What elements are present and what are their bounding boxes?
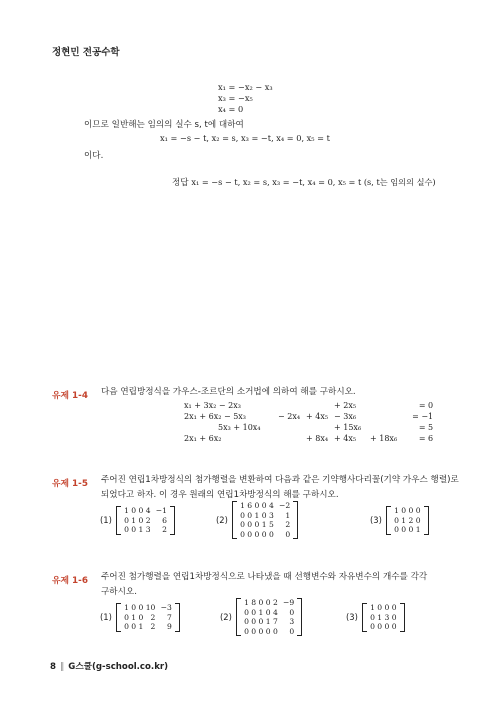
answer-value: x₁ = −s − t, x₂ = s, x₃ = −t, x₄ = 0, x₅ = t (s, t는 임의의 실수) <box>191 177 436 187</box>
solution-eq-3: x₄ = 0 <box>218 104 244 114</box>
matrix-label: (3) <box>346 612 358 623</box>
system-row: 2x₁ + 6x₂ + 8x₄ + 4x₅ + 18x₆ = 6 <box>184 434 434 443</box>
problem-label-1-6: 유제 1-6 <box>52 576 88 586</box>
matrix-1-6-3 <box>346 603 405 632</box>
solution-equations <box>218 82 273 115</box>
matrix-1-5-3 <box>370 506 429 535</box>
problem-label-1-5: 유제 1-5 <box>52 479 88 489</box>
page-number: 8 <box>50 662 56 672</box>
solution-eq-1: x₁ = −x₂ − x₃ <box>218 82 273 92</box>
system-row: 2x₁ + 6x₂ − 5x₃ − 2x₄ + 4x₅ − 3x₆ = −1 <box>184 412 434 421</box>
system-row: x₁ + 3x₂ − 2x₃ + 2x₅ = 0 <box>184 401 434 410</box>
solution-text-1: 이므로 일반해는 임의의 실수 s, t에 대하여 <box>84 120 244 130</box>
matrix-1-5-1 <box>100 506 175 535</box>
matrix-body: 1 0 0 4 −1 0 1 0 2 6 0 0 1 3 2 <box>124 506 167 534</box>
matrix-1-6-2 <box>220 598 302 636</box>
answer-label: 정답 <box>172 178 189 188</box>
problem-text-1-6b: 구하시오. <box>101 587 137 597</box>
matrix-label: (1) <box>100 515 112 526</box>
problem-label-1-4: 유제 1-4 <box>52 391 88 401</box>
page-header-title: 정현민 전공수학 <box>52 47 120 58</box>
solution-text-2: 이다. <box>84 151 104 161</box>
system-row: 5x₃ + 10x₄ + 15x₆ = 5 <box>218 423 434 432</box>
footer-separator: ‖ <box>59 662 65 672</box>
matrix-body: 1 8 0 0 2 −9 0 0 1 0 4 0 0 0 0 1 7 3 0 0 0 0 0 0 <box>244 598 295 636</box>
problem-text-1-5a: 주어진 연립1차방정식의 첨가행렬을 변환하여 다음과 같은 기약행사다리꼴(기약 가우스 행렬)로 <box>101 475 459 485</box>
matrix-body: 1 0 0 10 −3 0 1 0 2 7 0 0 1 2 9 <box>124 603 172 631</box>
solution-eq-2: x₃ = −x₅ <box>218 93 253 103</box>
matrix-body: 1 0 0 0 0 1 2 0 0 0 0 1 <box>394 506 421 534</box>
answer-line <box>172 176 436 188</box>
matrix-label: (1) <box>100 612 112 623</box>
linear-system-1-4 <box>184 400 433 444</box>
matrix-body: 1 0 0 0 0 1 3 0 0 0 0 0 <box>370 603 397 631</box>
problem-text-1-4: 다음 연립방정식을 가우스-조르단의 소거법에 의하여 해를 구하시오. <box>101 387 356 397</box>
matrix-label: (2) <box>216 515 228 525</box>
matrix-1-5-2 <box>216 501 298 539</box>
footer-brand: G스쿨(g-school.co.kr) <box>68 662 169 672</box>
page-footer <box>50 660 168 672</box>
matrix-label: (2) <box>220 612 232 622</box>
solution-general: x₁ = −s − t, x₂ = s, x₃ = −t, x₄ = 0, x₅ = t <box>160 133 330 143</box>
matrix-label: (3) <box>370 515 382 526</box>
problem-text-1-6a: 주어진 첨가행렬을 연립1차방정식으로 나타냈을 때 선행변수와 자유변수의 개수를 각각 <box>101 572 428 582</box>
matrix-1-6-1 <box>100 603 180 632</box>
problem-text-1-5b: 되었다고 하자. 이 경우 원래의 연립1차방정식의 해를 구하시오. <box>101 490 339 500</box>
matrix-body: 1 6 0 0 4 −2 0 0 1 0 3 1 0 0 0 1 5 2 0 0 0 0 0 0 <box>240 501 291 539</box>
